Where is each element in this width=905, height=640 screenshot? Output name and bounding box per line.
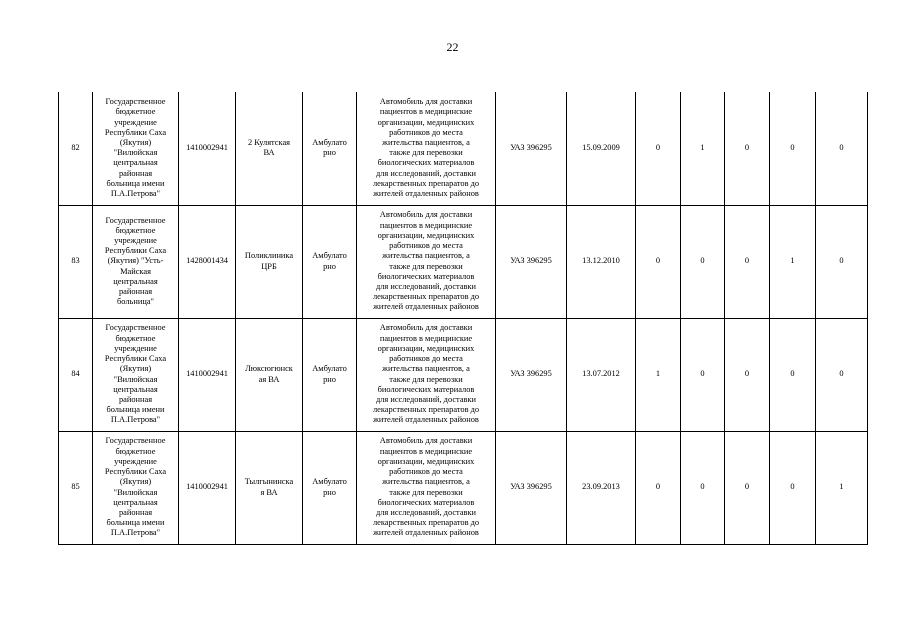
flag-cell: 0 [725,431,770,544]
organization-code: 1410002941 [179,92,236,205]
flag-cell: 0 [681,431,725,544]
row-index: 82 [59,92,93,205]
date: 15.09.2009 [567,92,636,205]
flag-cell: 0 [725,92,770,205]
flag-cell: 0 [816,205,868,318]
vehicle-purpose: Автомобиль для доставки пациентов в медицинские организации, медицинских работников до места жительства пациентов, а также для перевозки биологических материалов для исследований, доставки лекарственных препаратов до жителей отдаленных районов [357,205,496,318]
flag-cell: 0 [636,431,681,544]
vehicle-model: УАЗ 396295 [496,318,567,431]
flag-cell: 0 [725,205,770,318]
subdivision: Люксюгюнск ая ВА [236,318,303,431]
flag-cell: 0 [636,92,681,205]
table-row [59,92,868,205]
page-number: 22 [446,40,459,54]
flag-cell: 0 [770,431,816,544]
flag-cell: 0 [816,318,868,431]
organization-code: 1410002941 [179,431,236,544]
care-type: Амбулато рно [303,92,357,205]
flag-cell: 1 [681,92,725,205]
table-row [59,205,868,318]
flag-cell: 1 [636,318,681,431]
flag-cell: 0 [816,92,868,205]
care-type: Амбулато рно [303,318,357,431]
owner-organization: Государственное бюджетное учреждение Республики Саха (Якутия) "Усть- Майская центральная районная больница" [93,205,179,318]
owner-organization: Государственное бюджетное учреждение Республики Саха (Якутия) "Вилюйская центральная районная больница имени П.А.Петрова" [93,431,179,544]
flag-cell: 0 [681,205,725,318]
care-type: Амбулато рно [303,431,357,544]
subdivision: 2 Кулятская ВА [236,92,303,205]
table-row [59,318,868,431]
vehicle-register-table [58,92,868,545]
organization-code: 1428001434 [179,205,236,318]
flag-cell: 1 [816,431,868,544]
flag-cell: 0 [770,318,816,431]
subdivision: Тылгынинска я ВА [236,431,303,544]
table-row [59,431,868,544]
date: 13.07.2012 [567,318,636,431]
row-index: 83 [59,205,93,318]
flag-cell: 1 [770,205,816,318]
vehicle-purpose: Автомобиль для доставки пациентов в медицинские организации, медицинских работников до места жительства пациентов, а также для перевозки биологических материалов для исследований, доставки лекарственных препаратов до жителей отдаленных районов [357,318,496,431]
flag-cell: 0 [725,318,770,431]
care-type: Амбулато рно [303,205,357,318]
date: 23.09.2013 [567,431,636,544]
vehicle-purpose: Автомобиль для доставки пациентов в медицинские организации, медицинских работников до места жительства пациентов, а также для перевозки биологических материалов для исследований, доставки лекарственных препаратов до жителей отдаленных районов [357,431,496,544]
owner-organization: Государственное бюджетное учреждение Республики Саха (Якутия) "Вилюйская центральная районная больница имени П.А.Петрова" [93,318,179,431]
subdivision: Поликлиника ЦРБ [236,205,303,318]
owner-organization: Государственное бюджетное учреждение Республики Саха (Якутия) "Вилюйская центральная районная больница имени П.А.Петрова" [93,92,179,205]
flag-cell: 0 [770,92,816,205]
organization-code: 1410002941 [179,318,236,431]
vehicle-model: УАЗ 396295 [496,431,567,544]
vehicle-model: УАЗ 396295 [496,92,567,205]
date: 13.12.2010 [567,205,636,318]
vehicle-purpose: Автомобиль для доставки пациентов в медицинские организации, медицинских работников до места жительства пациентов, а также для перевозки биологических материалов для исследований, доставки лекарственных препаратов до жителей отдаленных районов [357,92,496,205]
flag-cell: 0 [636,205,681,318]
row-index: 84 [59,318,93,431]
flag-cell: 0 [681,318,725,431]
row-index: 85 [59,431,93,544]
vehicle-model: УАЗ 396295 [496,205,567,318]
